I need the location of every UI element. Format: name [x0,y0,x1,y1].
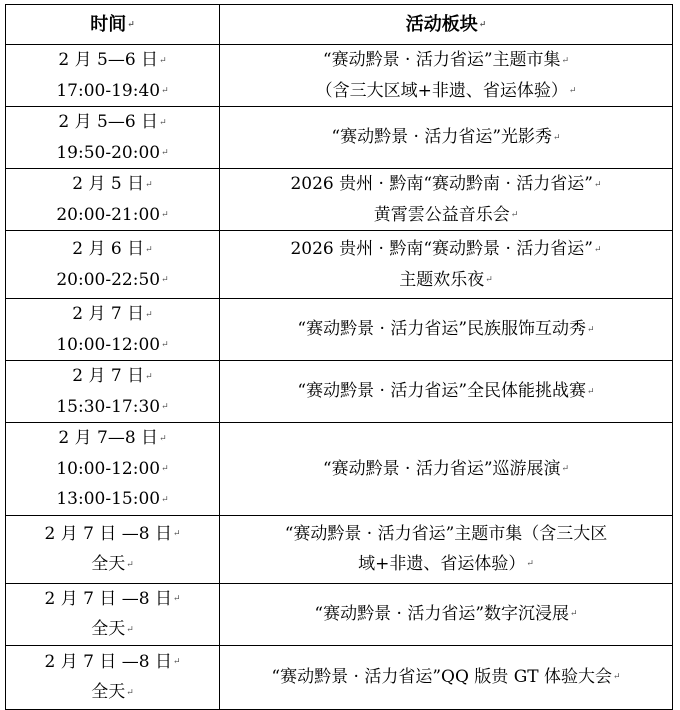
header-activity: 活动板块↵ [220,5,673,45]
table-row [6,361,673,423]
activity-cell: “赛动黔景 · 活力省运”主题市集↵ （含三大区域+非遗、省运体验）↵ [220,45,673,107]
header-time: 时间↵ [6,5,220,45]
activity-cell: “赛动黔景 · 活力省运”数字沉浸展↵ [220,583,673,645]
time-cell: 2 月 5 日↵ 20:00-21:00↵ [6,169,220,231]
time-cell: 2 月 6 日↵ 20:00-22:50↵ [6,231,220,299]
table-row [6,231,673,299]
table-row [6,515,673,583]
activity-cell: “赛动黔景 · 活力省运”民族服饰互动秀↵ [220,299,673,361]
activity-cell: 2026 贵州 · 黔南“赛动黔景 · 活力省运”↵ 主题欢乐夜↵ [220,231,673,299]
schedule-table [5,4,673,710]
time-cell: 2 月 7 日↵ 10:00-12:00↵ [6,299,220,361]
time-cell: 2 月 5—6 日↵ 17:00-19:40↵ [6,45,220,107]
table-row [6,45,673,107]
table-row [6,423,673,516]
table-row [6,169,673,231]
table-row [6,645,673,709]
activity-cell: “赛动黔景 · 活力省运”主题市集（含三大区 域+非遗、省运体验）↵ [220,515,673,583]
time-cell: 2 月 7 日 —8 日↵ 全天↵ [6,645,220,709]
activity-cell: “赛动黔景 · 活力省运”光影秀↵ [220,107,673,169]
time-cell: 2 月 7—8 日↵ 10:00-12:00↵ 13:00-15:00↵ [6,423,220,516]
table-row [6,107,673,169]
activity-cell: “赛动黔景 · 活力省运”巡游展演↵ [220,423,673,516]
activity-cell: “赛动黔景 · 活力省运”全民体能挑战赛↵ [220,361,673,423]
activity-cell: 2026 贵州 · 黔南“赛动黔南 · 活力省运”↵ 黄霄雲公益音乐会↵ [220,169,673,231]
time-cell: 2 月 7 日 —8 日↵ 全天↵ [6,515,220,583]
time-cell: 2 月 5—6 日↵ 19:50-20:00↵ [6,107,220,169]
table-row [6,583,673,645]
header-row [6,5,673,45]
time-cell: 2 月 7 日↵ 15:30-17:30↵ [6,361,220,423]
time-cell: 2 月 7 日 —8 日↵ 全天↵ [6,583,220,645]
activity-cell: “赛动黔景 · 活力省运”QQ 版贵 GT 体验大会↵ [220,645,673,709]
table-row [6,299,673,361]
